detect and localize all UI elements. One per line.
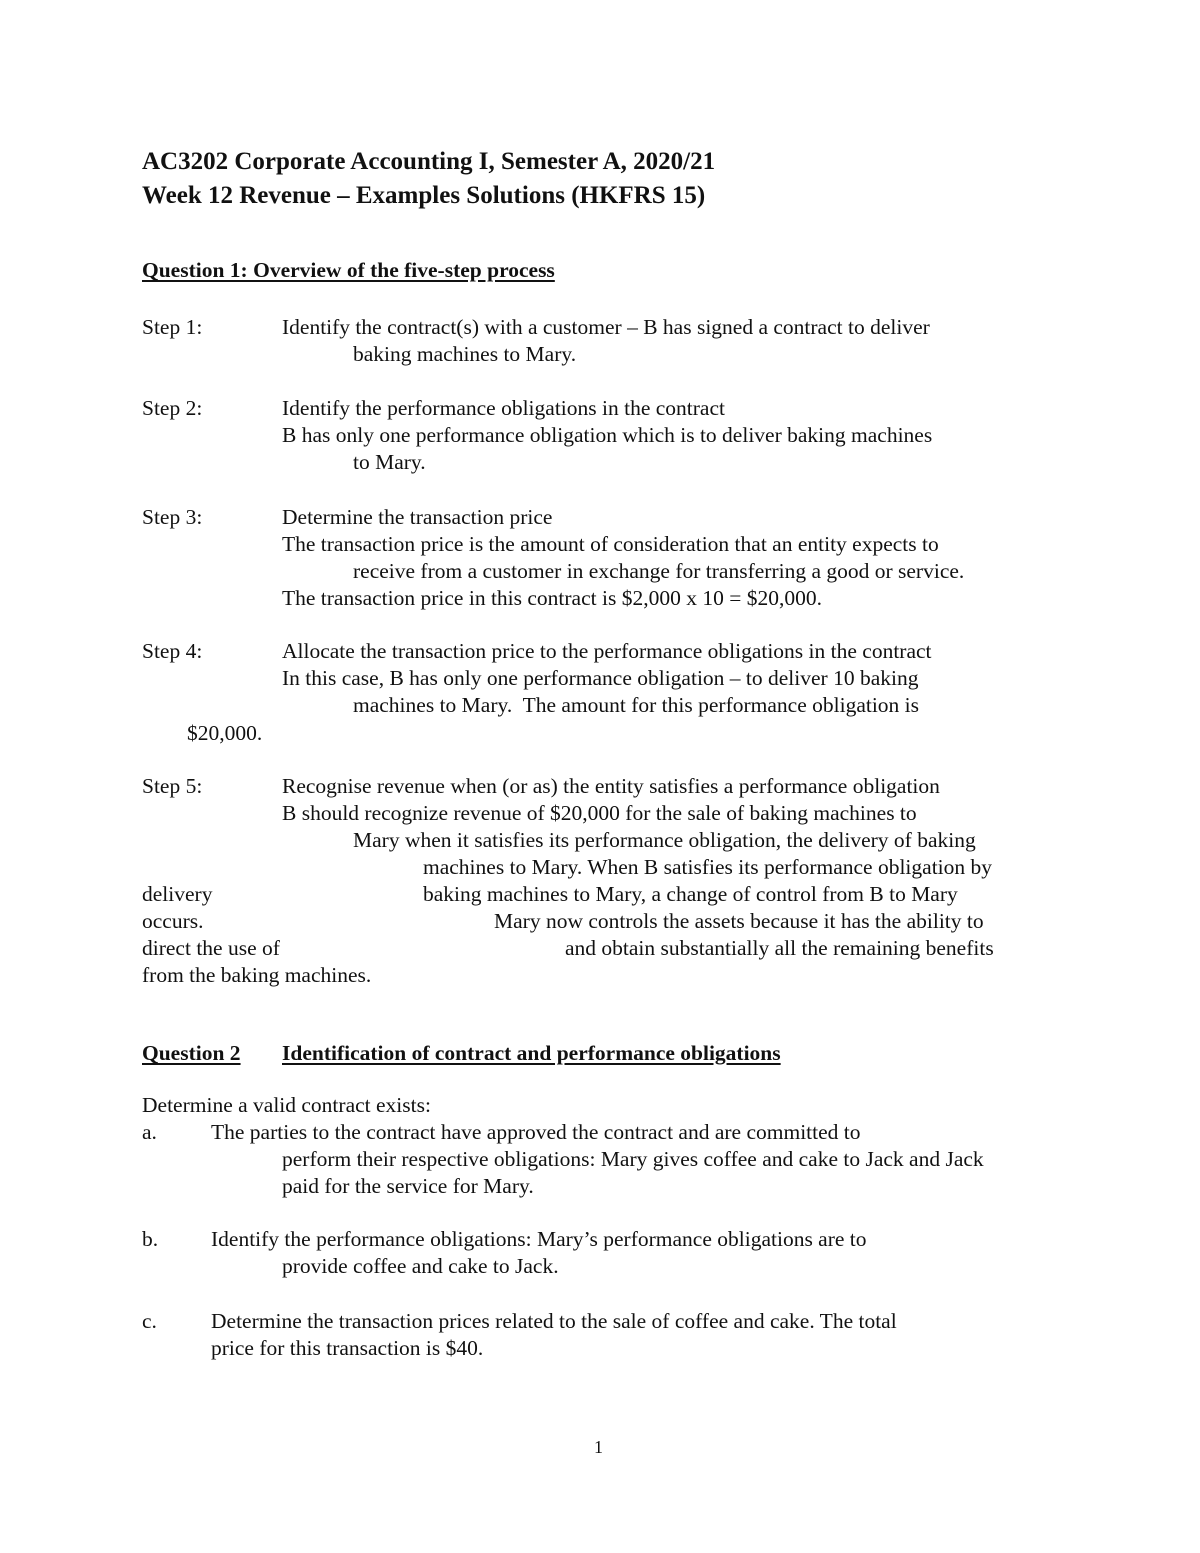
step-5-line: machines to Mary. When B satisfies its performance obligation by bbox=[423, 855, 993, 879]
question-2-number: Question 2 bbox=[142, 1041, 241, 1065]
list-marker: a. bbox=[142, 1120, 157, 1144]
list-item-line: provide coffee and cake to Jack. bbox=[282, 1254, 559, 1278]
step-4-line: In this case, B has only one performance obligation – to deliver 10 baking bbox=[282, 666, 919, 690]
question-2-intro: Determine a valid contract exists: bbox=[142, 1093, 431, 1117]
step-2-line: to Mary. bbox=[353, 450, 426, 474]
step-3-line: receive from a customer in exchange for transferring a good or service. bbox=[353, 559, 965, 583]
list-marker: b. bbox=[142, 1227, 159, 1251]
step-5-line: Recognise revenue when (or as) the entity satisfies a performance obligation bbox=[282, 774, 940, 798]
list-item-line: price for this transaction is $40. bbox=[211, 1336, 484, 1360]
page-number: 1 bbox=[594, 1437, 603, 1457]
document-subtitle: Week 12 Revenue – Examples Solutions (HKFRS 15) bbox=[142, 182, 706, 209]
step-1-line: baking machines to Mary. bbox=[353, 342, 577, 366]
step-2-line: B has only one performance obligation which is to deliver baking machines bbox=[282, 423, 933, 447]
step-4-label: Step 4: bbox=[142, 639, 203, 663]
list-item-line: Identify the performance obligations: Mary’s performance obligations are to bbox=[211, 1227, 867, 1251]
step-5-label: Step 5: bbox=[142, 774, 203, 798]
document-title: AC3202 Corporate Accounting I, Semester A, 2020/21 bbox=[142, 148, 716, 175]
step-4-line: machines to Mary. The amount for this performance obligation is bbox=[353, 693, 920, 717]
step-5-line: delivery bbox=[142, 882, 213, 906]
list-item-line: paid for the service for Mary. bbox=[282, 1174, 534, 1198]
step-3-line: The transaction price in this contract is $2,000 x 10 = $20,000. bbox=[282, 586, 822, 610]
step-2-line: Identify the performance obligations in the contract bbox=[282, 396, 725, 420]
step-4-line: $20,000. bbox=[187, 721, 263, 745]
list-item-line: Determine the transaction prices related to the sale of coffee and cake. The total bbox=[211, 1309, 897, 1333]
list-item-line: The parties to the contract have approved the contract and are committed to bbox=[211, 1120, 861, 1144]
step-5-line: and obtain substantially all the remaining benefits bbox=[565, 936, 994, 960]
step-3-line: Determine the transaction price bbox=[282, 505, 553, 529]
list-marker: c. bbox=[142, 1309, 157, 1333]
step-5-line: direct the use of bbox=[142, 936, 280, 960]
step-5-line: Mary when it satisfies its performance obligation, the delivery of baking bbox=[353, 828, 976, 852]
question-1-heading: Question 1: Overview of the five-step process bbox=[142, 258, 555, 282]
step-3-line: The transaction price is the amount of consideration that an entity expects to bbox=[282, 532, 939, 556]
step-5-line: baking machines to Mary, a change of control from B to Mary bbox=[423, 882, 958, 906]
step-5-line: B should recognize revenue of $20,000 for the sale of baking machines to bbox=[282, 801, 917, 825]
step-3-label: Step 3: bbox=[142, 505, 203, 529]
step-1-line: Identify the contract(s) with a customer – B has signed a contract to deliver bbox=[282, 315, 930, 339]
step-1-label: Step 1: bbox=[142, 315, 203, 339]
list-item-line: perform their respective obligations: Mary gives coffee and cake to Jack and Jack bbox=[282, 1147, 984, 1171]
step-2-label: Step 2: bbox=[142, 396, 203, 420]
step-5-line: from the baking machines. bbox=[142, 963, 372, 987]
question-2-heading: Identification of contract and performance obligations bbox=[282, 1041, 781, 1065]
step-4-line: Allocate the transaction price to the performance obligations in the contract bbox=[282, 639, 932, 663]
step-5-line: Mary now controls the assets because it has the ability to bbox=[494, 909, 984, 933]
step-5-line: occurs. bbox=[142, 909, 204, 933]
